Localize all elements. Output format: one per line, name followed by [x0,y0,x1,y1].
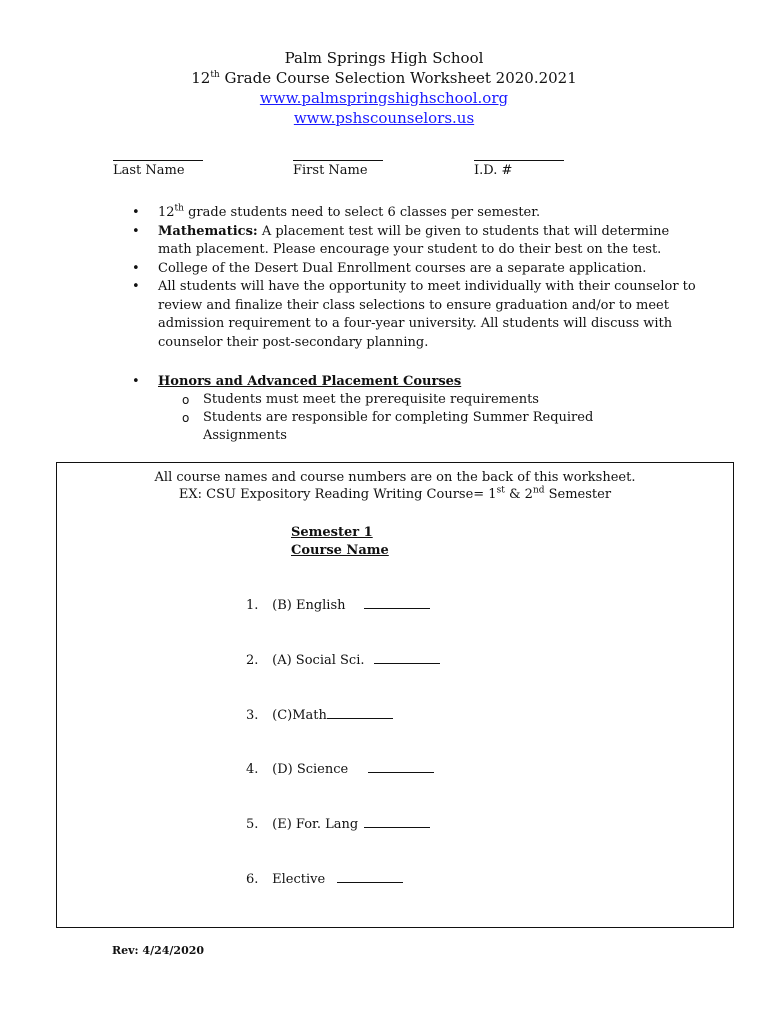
list-item [158,260,698,279]
course-label: (A) Social Sci. [272,653,365,668]
course-row-social-sci [246,652,440,668]
example-and: & 2 [504,487,533,502]
course-row-math [246,707,393,723]
course-number: 6. [246,872,259,887]
course-label: (E) For. Lang [272,817,359,832]
grade-suffix: th [210,70,220,80]
course-blank[interactable] [368,761,434,773]
list-item: o Students must meet the prerequisite requirements [203,391,678,409]
course-row-science [246,761,434,777]
course-info [57,469,733,503]
worksheet-title [0,68,768,88]
second-suffix: nd [532,485,545,496]
first-name-line [293,160,383,161]
example-text: EX: CSU Expository Reading Writing Course= 1 [178,487,497,502]
worksheet-title-text: Grade Course Selection Worksheet 2020.2021 [224,69,577,87]
course-number: 1. [246,598,259,613]
info-line-2 [57,486,733,503]
grade-suffix: th [174,203,184,214]
course-blank[interactable] [327,707,393,719]
counselors-website-link[interactable]: www.pshscounselors.us [293,109,475,127]
semester-label: Semester 1 [291,525,373,540]
list-item [158,204,698,223]
classes-requirement-text: grade students need to select 6 classes per semester. [188,205,541,220]
course-label: (C)Math [272,708,327,723]
dual-enrollment-text: College of the Desert Dual Enrollment courses are a separate application. [158,260,647,276]
last-name-field[interactable] [113,160,203,178]
example-semester: Semester [544,487,612,502]
course-name-label: Course Name [291,543,389,558]
instructions-list [130,204,698,352]
course-row-elective [246,871,403,887]
id-field[interactable] [474,160,564,178]
course-label: (D) Science [272,762,349,777]
honors-section [158,373,678,445]
course-label: Elective [272,872,326,887]
last-name-label: Last Name [113,163,185,178]
course-number: 3. [246,708,259,723]
list-item [158,223,698,260]
course-row-foreign-language [246,816,430,832]
list-item: o Students are responsible for completing Summer Required Assignments [203,409,678,445]
revision-date: Rev: 4/24/2020 [112,944,205,957]
honors-list [158,391,678,445]
info-line-1: All course names and course numbers are on the back of this worksheet. [154,470,636,485]
id-line [474,160,564,161]
honors-title: • Honors and Advanced Placement Courses [158,373,678,391]
course-number: 5. [246,817,259,832]
last-name-line [113,160,203,161]
course-number: 4. [246,762,259,777]
mathematics-label: Mathematics: [158,223,258,239]
first-name-label: First Name [293,163,368,178]
mathematics-text: A placement test will be given to students that will determine math placement. Please encourage your student to do their best on the test. [158,223,670,257]
first-suffix: st [496,485,505,496]
semester-heading [291,524,389,560]
course-label: (B) English [272,598,346,613]
course-blank[interactable] [364,816,430,828]
document-header [0,48,768,128]
course-blank[interactable] [374,652,440,664]
school-name: Palm Springs High School [284,49,484,67]
id-label: I.D. # [474,163,513,178]
course-blank[interactable] [364,597,430,609]
course-row-english [246,597,430,613]
grade-number: 12 [158,205,175,220]
first-name-field[interactable] [293,160,383,178]
counselor-meeting-text: All students will have the opportunity to meet individually with their counselor to review and finalize their class selections to ensure graduation and/or to meet admission requirement to a four-year university. All students will discuss with counselor their post-secondary planning. [158,279,696,350]
course-number: 2. [246,653,259,668]
course-blank[interactable] [337,871,403,883]
list-item [158,278,698,352]
grade-number: 12 [191,69,211,87]
course-selection-box [56,462,734,928]
school-website-link[interactable]: www.palmspringshighschool.org [259,89,509,107]
